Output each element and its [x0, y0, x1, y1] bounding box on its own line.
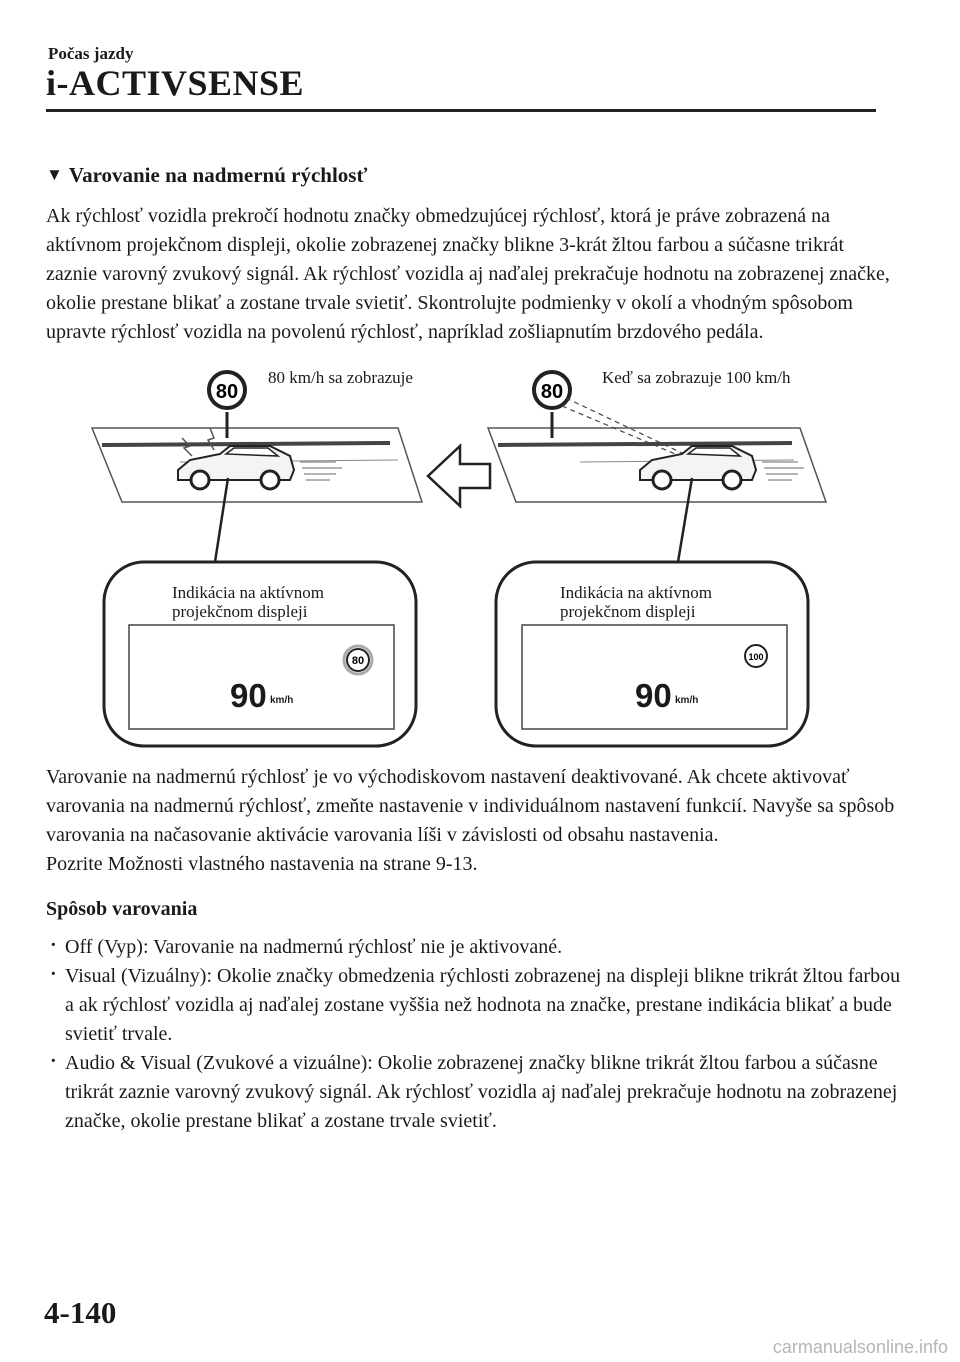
right-condition-caption: Keď sa zobrazuje 100 km/h [602, 368, 791, 387]
hud-sign-left-value: 80 [351, 655, 365, 667]
list-item: · Visual (Vizuálny): Okolie značky obmedzenia rýchlosti zobrazenej na displeji blikne trikrát žltou farbou a ak rýchlosť vozidla aj naďalej zostane vyššia než hodnota na značke, prestane indikácia blikať a bude svietiť trvale. [46, 962, 906, 1049]
arrow-left-icon [428, 446, 490, 506]
method-list [46, 933, 906, 1136]
hud-speed-left: 90 [230, 677, 267, 714]
intro-paragraph: Ak rýchlosť vozidla prekročí hodnotu značky obmedzujúcej rýchlosť, ktorá je práve zobrazená na aktívnom projekčnom displeji, okolie zobrazenej značky blikne 3-krát žltou farbou a súčasne trikrát zaznie varovný zvukový signál. Ak rýchlosť vozidla aj naďalej prekračuje hodnotu na zobrazenej značke, okolie prestane blikať a zostane trvale svietiť. Skontrolujte podmienky v okolí a vhodným spôsobom upravte rýchlosť vozidla na povolenú rýchlosť, napríklad zošliapnutím brzdového pedála. [46, 205, 890, 343]
hud-label-right: Indikácia na aktívnom projekčnom displeji [560, 583, 713, 621]
triangle-bullet-icon: ▼ [46, 164, 63, 184]
section-title-text: Varovanie na nadmernú rýchlosť [68, 163, 368, 187]
speed-limit-sign-left-value: 80 [215, 381, 239, 403]
hud-sign-right-value: 100 [748, 652, 764, 662]
hud-sign-right [745, 645, 767, 667]
hud-unit-left: km/h [270, 695, 294, 706]
left-condition-caption: 80 km/h sa zobrazuje [268, 368, 413, 387]
notes-block [46, 763, 896, 879]
hud-label-left: Indikácia na aktívnom projekčnom displeji [172, 583, 325, 621]
hud-speed-right: 90 [635, 677, 672, 714]
notes-reference: Pozrite Možnosti vlastného nastavenia na strane 9-13. [46, 853, 478, 875]
notes-paragraph: Varovanie na nadmernú rýchlosť je vo východiskovom nastavení deaktivované. Ak chcete aktivovať varovania na nadmernú rýchlosť, zmeňte nastavenie v individuálnom nastavení funkcií. Navyše sa spôsob varovania na načasovanie aktivácie varovania líši v závislosti od obsahu nastavenia. [46, 766, 895, 846]
page-number: 4-140 [44, 1295, 117, 1330]
header-divider [46, 109, 876, 112]
section-title [46, 163, 367, 188]
method-heading: Spôsob varovania [46, 898, 198, 920]
list-item: · Off (Vyp): Varovanie na nadmernú rýchlosť nie je aktivované. [46, 933, 906, 962]
speed-warning-illustration [80, 370, 860, 750]
hud-unit-right: km/h [675, 695, 699, 706]
chapter-label: Počas jazdy [48, 44, 134, 63]
list-item: · Audio & Visual (Zvukové a vizuálne): Okolie zobrazenej značky blikne trikrát žltou farbou a súčasne trikrát zaznie varovný zvukový signál. Ak rýchlosť vozidla aj naďalej prekračuje hodnotu na zobrazenej značke, okolie prestane blikať a zostane trvale svietiť. [46, 1049, 906, 1136]
page-title: i-ACTIVSENSE [46, 63, 305, 103]
speed-limit-sign-right-value: 80 [540, 381, 564, 403]
hud-sign-left [344, 646, 372, 674]
watermark: carmanualsonline.info [772, 1337, 948, 1357]
